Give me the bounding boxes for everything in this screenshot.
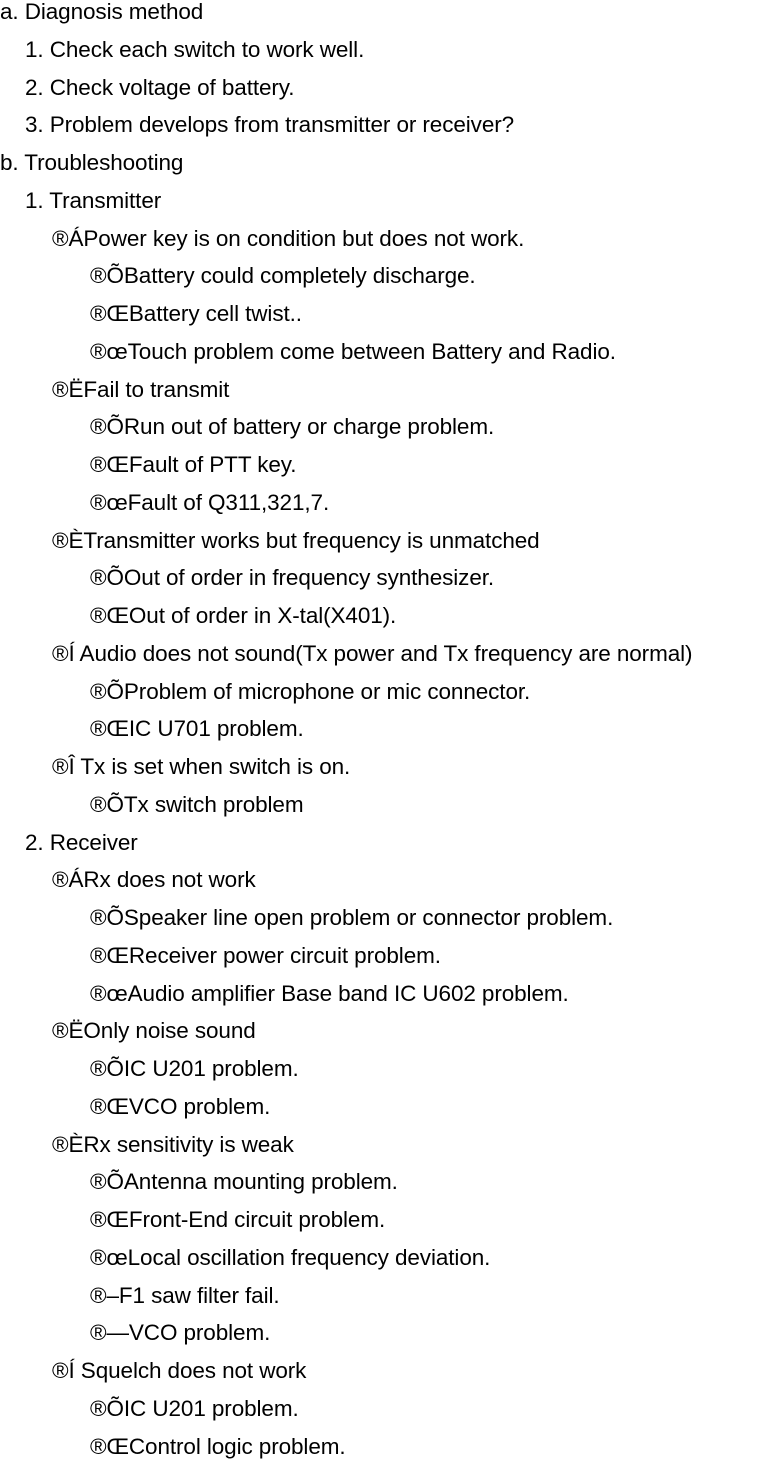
symptom-text: Power key is on condition but does not work. — [83, 226, 524, 251]
cause-text: Run out of battery or charge problem. — [124, 414, 494, 439]
receiver-cause-3a — [0, 1170, 776, 1208]
transmitter-cause-1b — [0, 302, 776, 340]
bullet-mark: ®Œ — [90, 1208, 129, 1232]
bullet-mark: ®È — [52, 529, 83, 553]
symptom-text: Transmitter works but frequency is unmatched — [83, 528, 539, 553]
receiver-symptom-2 — [0, 1019, 776, 1057]
transmitter-cause-5a — [0, 793, 776, 831]
bullet-mark: ®– — [90, 1284, 119, 1308]
cause-text: Receiver power circuit problem. — [129, 943, 441, 968]
cause-text: Antenna mounting problem. — [124, 1169, 398, 1194]
receiver-heading: 2. Receiver — [0, 831, 776, 869]
cause-text: Front-End circuit problem. — [129, 1207, 385, 1232]
receiver-cause-2b — [0, 1095, 776, 1133]
cause-text: Problem of microphone or mic connector. — [124, 679, 530, 704]
bullet-mark: ®œ — [90, 340, 128, 364]
cause-text: VCO problem. — [129, 1094, 270, 1119]
bullet-mark: ®È — [52, 1133, 83, 1157]
transmitter-symptom-3 — [0, 529, 776, 567]
bullet-mark: ®Œ — [90, 453, 129, 477]
symptom-text: Rx sensitivity is weak — [83, 1132, 293, 1157]
bullet-mark: ®Õ — [90, 906, 124, 930]
transmitter-symptom-5 — [0, 755, 776, 793]
bullet-mark: ®Õ — [90, 793, 124, 817]
transmitter-cause-3a — [0, 566, 776, 604]
receiver-cause-3c — [0, 1246, 776, 1284]
symptom-text: Rx does not work — [83, 867, 255, 892]
transmitter-cause-2c — [0, 491, 776, 529]
receiver-cause-3b — [0, 1208, 776, 1246]
transmitter-cause-1c — [0, 340, 776, 378]
symptom-text: Squelch does not work — [75, 1358, 307, 1383]
transmitter-symptom-1 — [0, 227, 776, 265]
symptom-text: Tx is set when switch is on. — [75, 754, 351, 779]
diagnosis-step-3: 3. Problem develops from transmitter or receiver? — [0, 113, 776, 151]
cause-text: Out of order in frequency synthesizer. — [124, 565, 494, 590]
symptom-text: Audio does not sound(Tx power and Tx frequency are normal) — [75, 641, 693, 666]
transmitter-cause-2b — [0, 453, 776, 491]
receiver-cause-4a — [0, 1397, 776, 1435]
receiver-cause-2a — [0, 1057, 776, 1095]
receiver-symptom-3 — [0, 1133, 776, 1171]
bullet-mark: ®Œ — [90, 717, 129, 741]
cause-text: Fault of Q311,321,7. — [128, 490, 329, 515]
diagnosis-step-2: 2. Check voltage of battery. — [0, 76, 776, 114]
bullet-mark: ®Á — [52, 868, 83, 892]
bullet-mark: ®œ — [90, 1246, 128, 1270]
transmitter-cause-4a — [0, 680, 776, 718]
cause-text: Tx switch problem — [124, 792, 304, 817]
cause-text: Speaker line open problem or connector problem. — [124, 905, 613, 930]
receiver-cause-3e — [0, 1321, 776, 1359]
bullet-mark: ®Õ — [90, 415, 124, 439]
cause-text: Fault of PTT key. — [129, 452, 297, 477]
receiver-cause-3d — [0, 1284, 776, 1322]
diagnosis-step-1: 1. Check each switch to work well. — [0, 38, 776, 76]
cause-text: Control logic problem. — [129, 1434, 346, 1459]
receiver-symptom-4 — [0, 1359, 776, 1397]
bullet-mark: ®Ë — [52, 1019, 83, 1043]
transmitter-symptom-4 — [0, 642, 776, 680]
cause-text: IC U201 problem. — [124, 1396, 299, 1421]
cause-text: Out of order in X-tal(X401). — [129, 603, 396, 628]
transmitter-cause-3b — [0, 604, 776, 642]
receiver-cause-1a — [0, 906, 776, 944]
transmitter-heading: 1. Transmitter — [0, 189, 776, 227]
receiver-cause-4b — [0, 1435, 776, 1472]
bullet-mark: ®œ — [90, 982, 128, 1006]
bullet-mark: ®Œ — [90, 1435, 129, 1459]
cause-text: IC U701 problem. — [129, 716, 304, 741]
receiver-symptom-1 — [0, 868, 776, 906]
bullet-mark: ®Õ — [90, 264, 124, 288]
cause-text: Local oscillation frequency deviation. — [128, 1245, 491, 1270]
receiver-cause-1c — [0, 982, 776, 1020]
cause-text: Audio amplifier Base band IC U602 problem. — [128, 981, 569, 1006]
cause-text: IC U201 problem. — [124, 1056, 299, 1081]
transmitter-cause-1a — [0, 264, 776, 302]
symptom-text: Fail to transmit — [83, 377, 229, 402]
bullet-mark: ®Œ — [90, 604, 129, 628]
symptom-text: Only noise sound — [83, 1018, 255, 1043]
bullet-mark: ®Õ — [90, 1057, 124, 1081]
bullet-mark: ®œ — [90, 491, 128, 515]
section-b-heading: b. Troubleshooting — [0, 151, 776, 189]
cause-text: F1 saw filter fail. — [119, 1283, 280, 1308]
transmitter-cause-4b — [0, 717, 776, 755]
transmitter-cause-2a — [0, 415, 776, 453]
bullet-mark: ®Í — [52, 1359, 75, 1383]
bullet-mark: ®Õ — [90, 566, 124, 590]
section-a-heading: a. Diagnosis method — [0, 0, 776, 38]
cause-text: Battery could completely discharge. — [124, 263, 476, 288]
bullet-mark: ®Á — [52, 227, 83, 251]
bullet-mark: ®Œ — [90, 1095, 129, 1119]
cause-text: Battery cell twist.. — [129, 301, 302, 326]
bullet-mark: ®Î — [52, 755, 75, 779]
cause-text: Touch problem come between Battery and Radio. — [128, 339, 616, 364]
bullet-mark: ®Œ — [90, 944, 129, 968]
bullet-mark: ®Ë — [52, 378, 83, 402]
receiver-cause-1b — [0, 944, 776, 982]
bullet-mark: ®Õ — [90, 680, 124, 704]
bullet-mark: ®Œ — [90, 302, 129, 326]
bullet-mark: ®— — [90, 1321, 129, 1345]
transmitter-symptom-2 — [0, 378, 776, 416]
cause-text: VCO problem. — [129, 1320, 270, 1345]
bullet-mark: ®Õ — [90, 1397, 124, 1421]
bullet-mark: ®Õ — [90, 1170, 124, 1194]
bullet-mark: ®Í — [52, 642, 75, 666]
